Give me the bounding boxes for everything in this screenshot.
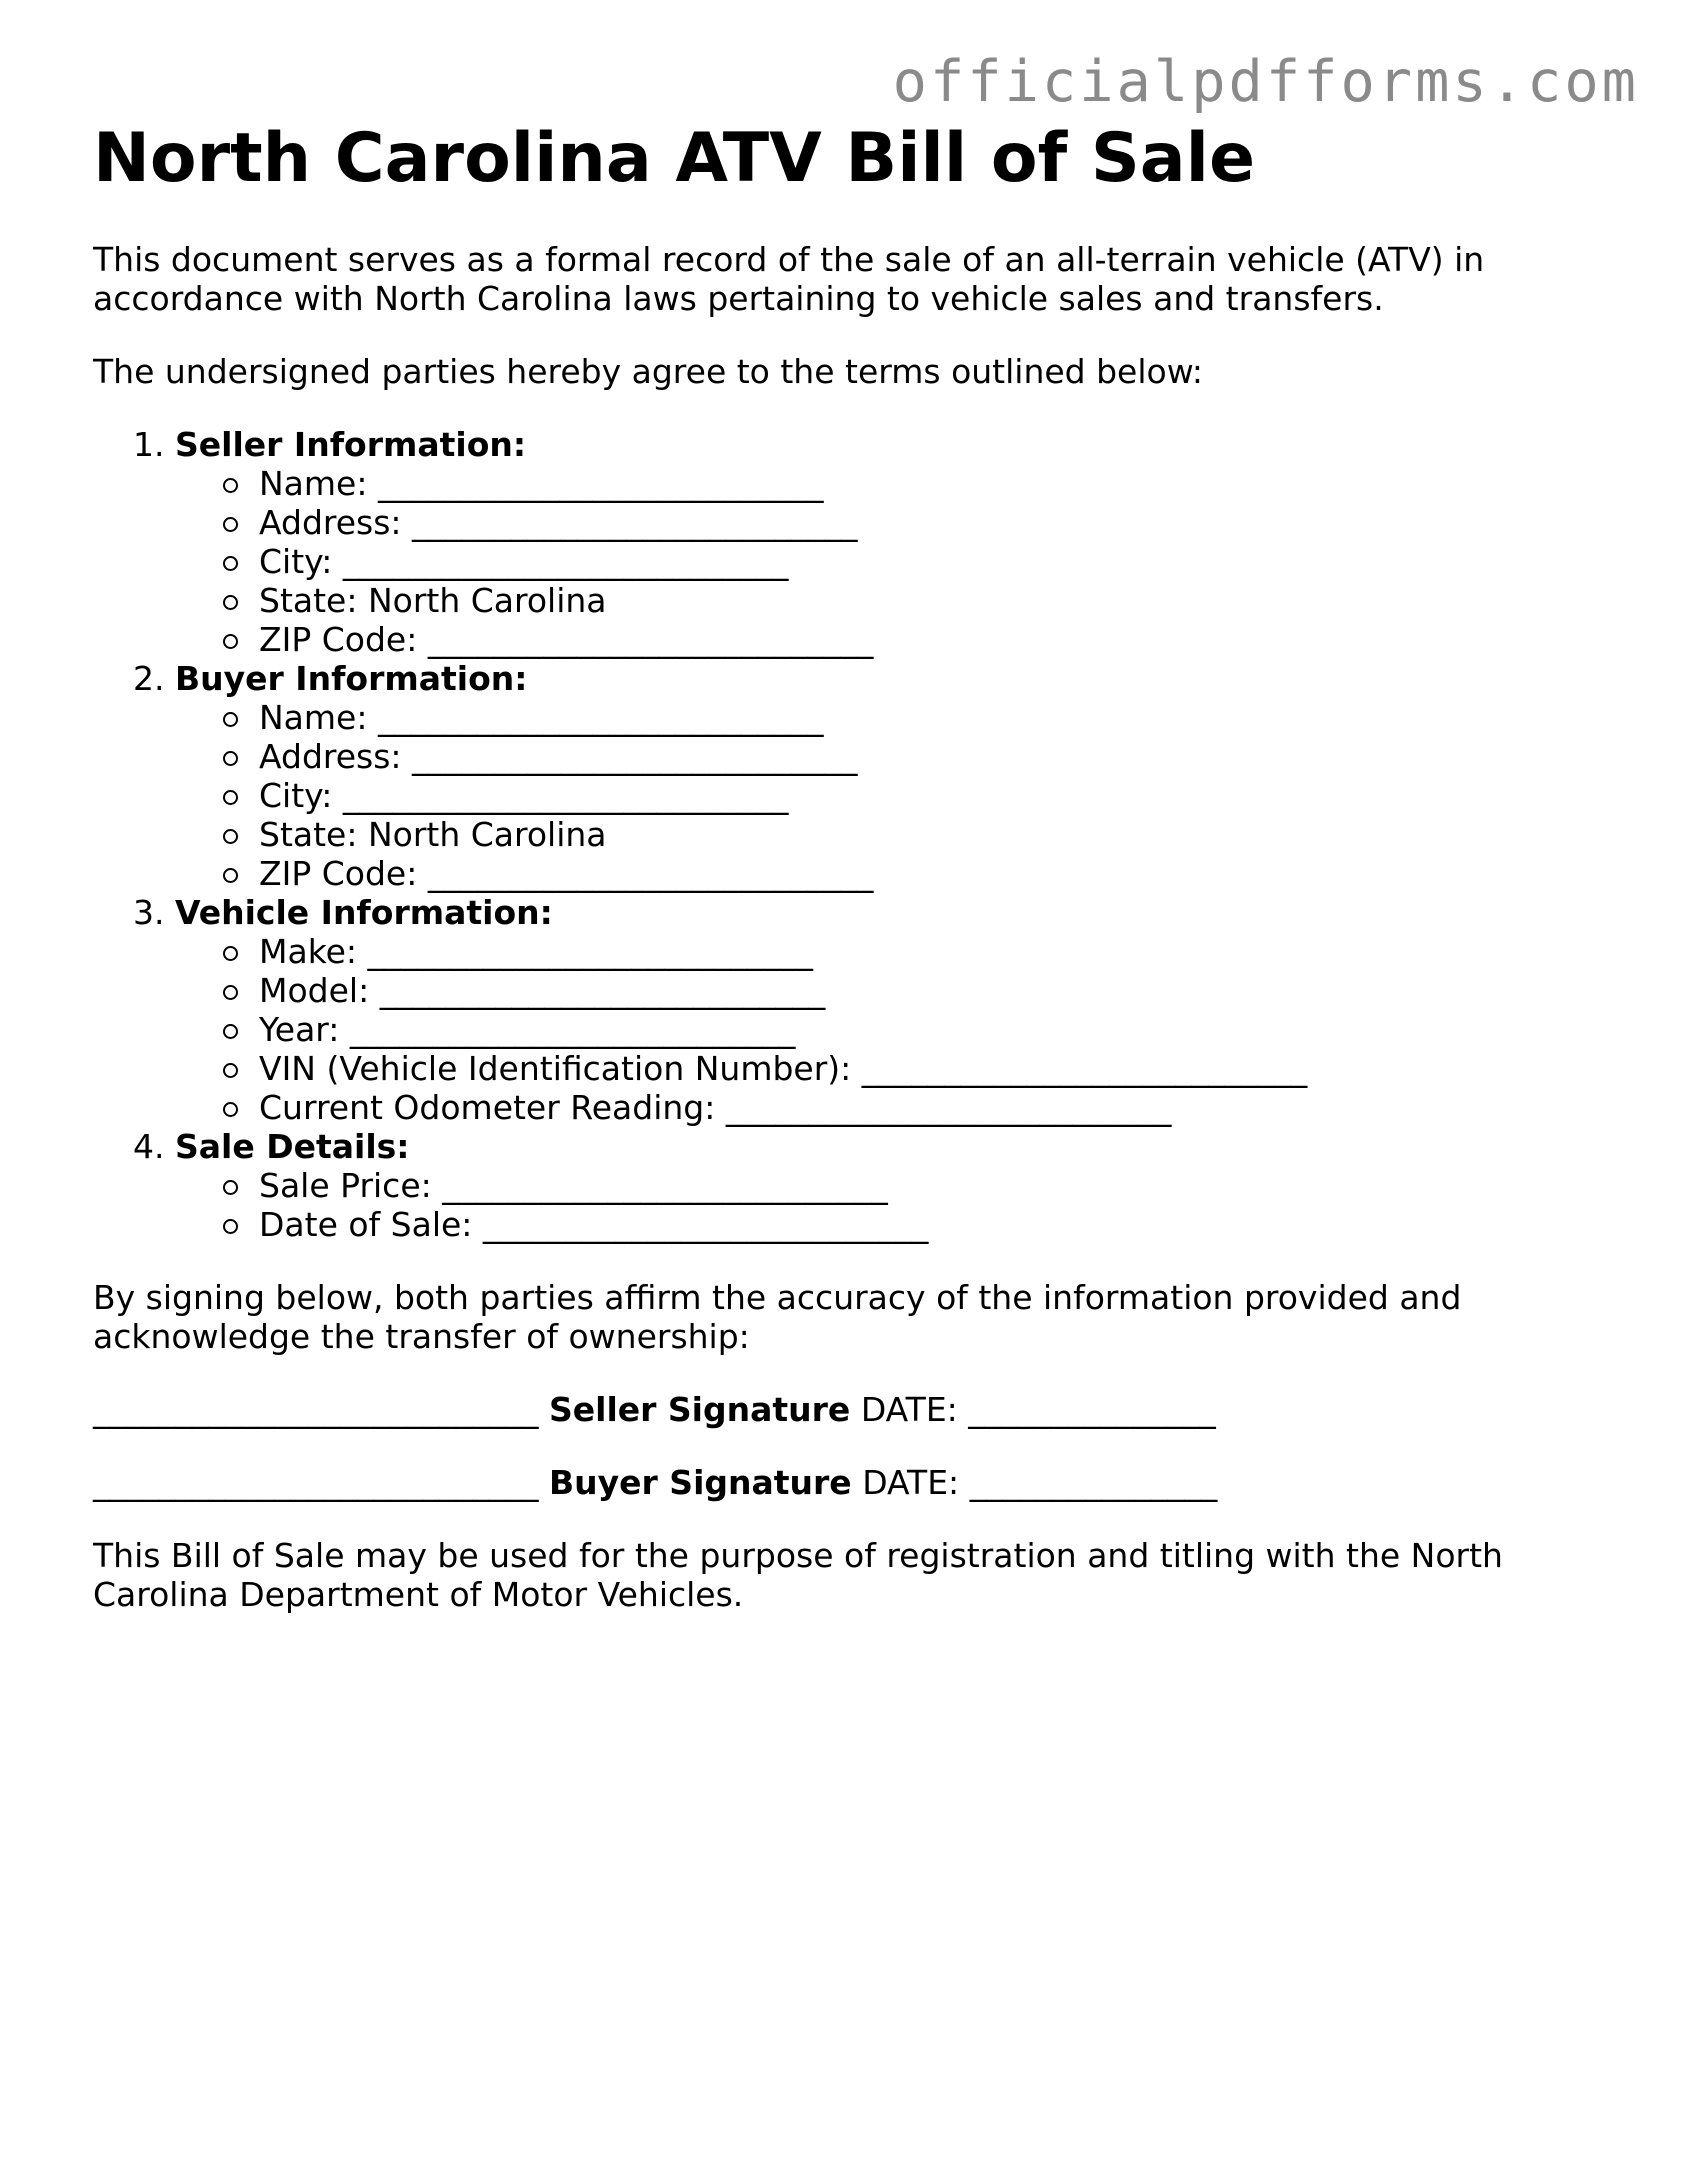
field-list — [175, 932, 1593, 1127]
buyer-signature-row — [93, 1463, 1593, 1502]
seller-signature-row — [93, 1390, 1593, 1429]
intro-paragraph: This document serves as a formal record of the sale of an all-terrain vehicle (ATV) in accordance with North Carolina laws pertaining to vehicle sales and transfers. — [93, 240, 1485, 318]
section-vehicle — [175, 893, 1593, 1127]
field-buyer-name[interactable]: Name: ___________________________ — [259, 698, 1593, 737]
field-buyer-state: State: North Carolina — [259, 815, 1593, 854]
buyer-signature-line[interactable]: ___________________________ — [93, 1463, 539, 1502]
field-vehicle-year[interactable]: Year: ___________________________ — [259, 1010, 1593, 1049]
section-title: Seller Information: — [175, 425, 527, 464]
field-seller-name[interactable]: Name: ___________________________ — [259, 464, 1593, 503]
section-title: Sale Details: — [175, 1127, 410, 1166]
seller-date-line[interactable]: _______________ — [968, 1390, 1216, 1429]
seller-date-label: DATE: — [860, 1390, 958, 1429]
section-title: Buyer Information: — [175, 659, 528, 698]
section-title: Vehicle Information: — [175, 893, 553, 932]
section-seller — [175, 425, 1593, 659]
section-sale — [175, 1127, 1593, 1244]
field-sale-price[interactable]: Sale Price: ___________________________ — [259, 1166, 1593, 1205]
field-list — [175, 1166, 1593, 1244]
buyer-date-line[interactable]: _______________ — [969, 1463, 1218, 1502]
seller-signature-label: Seller Signature — [549, 1390, 851, 1429]
sections-list — [93, 425, 1593, 1244]
field-seller-city[interactable]: City: ___________________________ — [259, 542, 1593, 581]
parties-statement: The undersigned parties hereby agree to the terms outlined below: — [93, 352, 1204, 391]
field-seller-zip[interactable]: ZIP Code: ___________________________ — [259, 620, 1593, 659]
document-body — [93, 118, 1593, 1614]
field-vehicle-make[interactable]: Make: ___________________________ — [259, 932, 1593, 971]
closing-paragraph: This Bill of Sale may be used for the purpose of registration and titling with the North Carolina Department of Motor Vehicles. — [93, 1536, 1503, 1614]
field-vehicle-vin[interactable]: VIN (Vehicle Identification Number): ___________________________ — [259, 1049, 1593, 1088]
field-buyer-address[interactable]: Address: ___________________________ — [259, 737, 1593, 776]
section-buyer — [175, 659, 1593, 893]
buyer-date-label: DATE: — [862, 1463, 960, 1502]
field-seller-state: State: North Carolina — [259, 581, 1593, 620]
field-seller-address[interactable]: Address: ___________________________ — [259, 503, 1593, 542]
field-vehicle-model[interactable]: Model: ___________________________ — [259, 971, 1593, 1010]
page-title: North Carolina ATV Bill of Sale — [93, 119, 1256, 198]
field-list — [175, 464, 1593, 659]
field-sale-date[interactable]: Date of Sale: ___________________________ — [259, 1205, 1593, 1244]
field-vehicle-odometer[interactable]: Current Odometer Reading: ___________________________ — [259, 1088, 1593, 1127]
field-buyer-city[interactable]: City: ___________________________ — [259, 776, 1593, 815]
watermark: officialpdfforms.com — [892, 49, 1639, 115]
buyer-signature-label: Buyer Signature — [549, 1463, 852, 1502]
seller-signature-line[interactable]: ___________________________ — [93, 1390, 539, 1429]
affirmation-paragraph: By signing below, both parties affirm the accuracy of the information provided and acknowledge the transfer of ownership: — [93, 1278, 1462, 1356]
field-list — [175, 698, 1593, 893]
field-buyer-zip[interactable]: ZIP Code: ___________________________ — [259, 854, 1593, 893]
